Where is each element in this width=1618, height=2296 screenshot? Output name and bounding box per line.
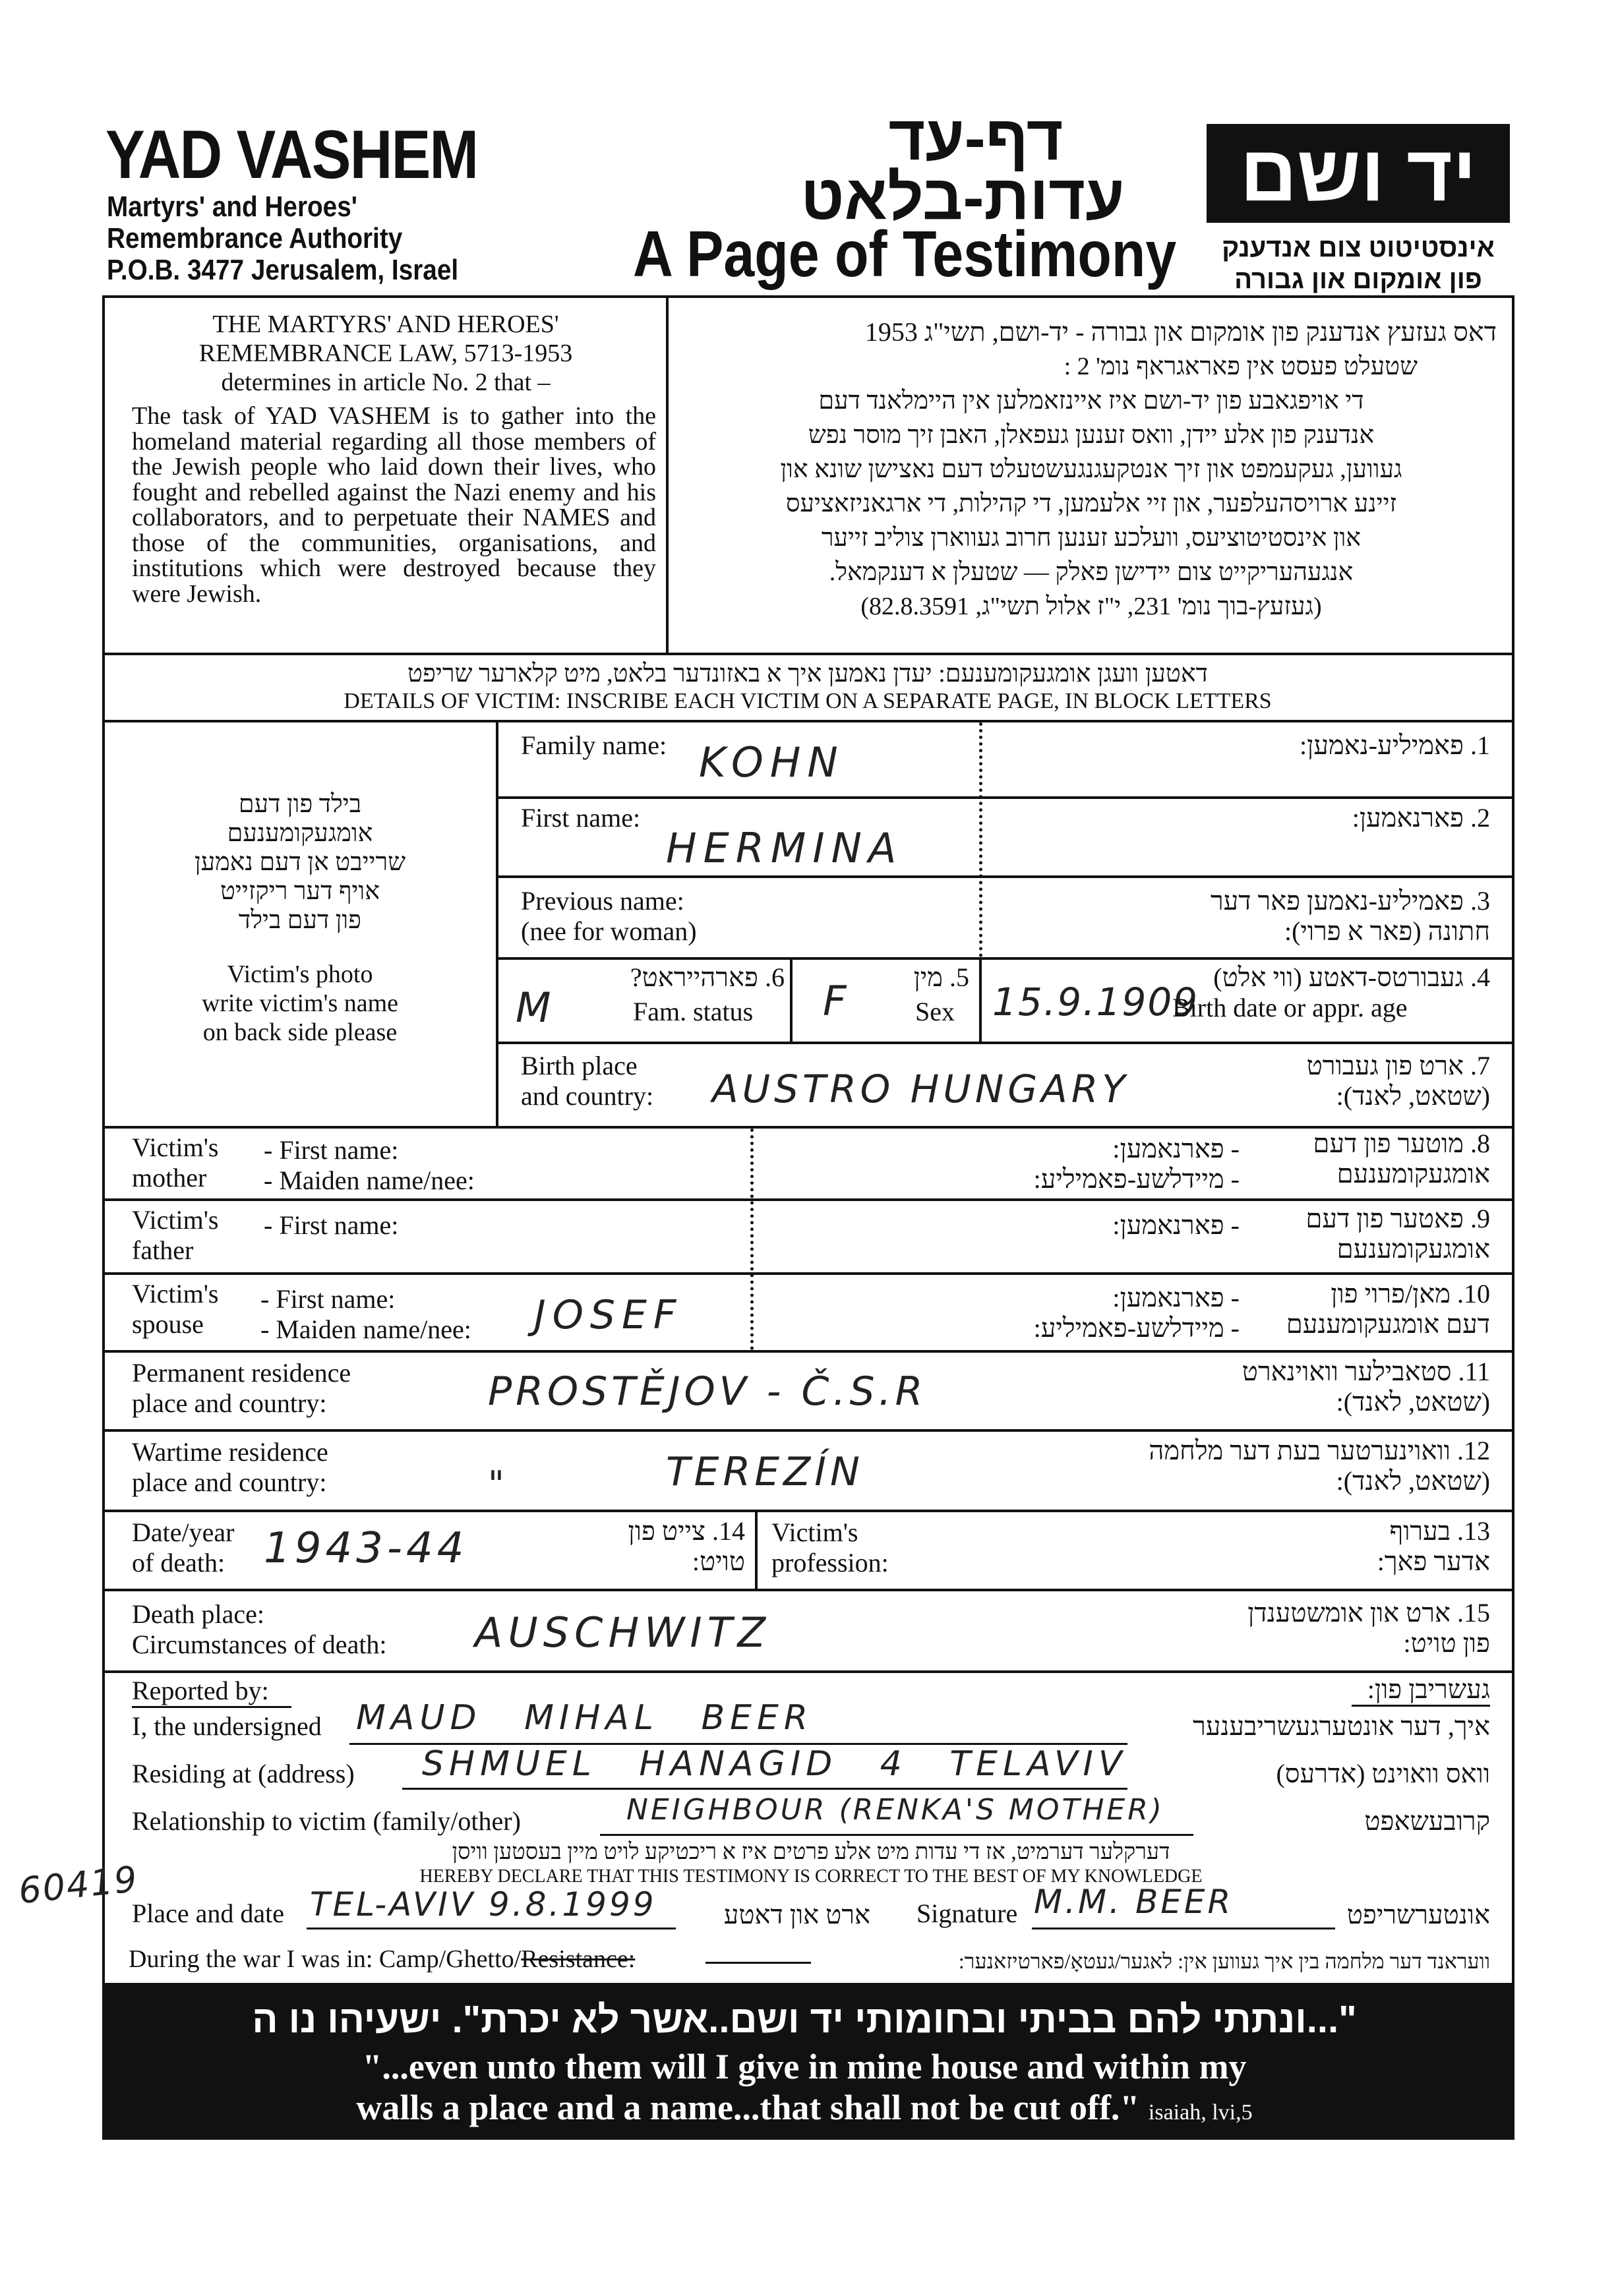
death-place-he-1: 15. ארט און אומשטענדן <box>1247 1598 1490 1628</box>
signature-label: Signature <box>916 1899 1018 1928</box>
underline <box>402 1788 1127 1790</box>
father-he-1: 9. פאטער פון דעם <box>1305 1204 1490 1233</box>
mother-label-2: mother <box>132 1163 207 1192</box>
permanent-residence-label <box>132 1358 351 1419</box>
place-date-label: Place and date <box>132 1899 284 1928</box>
fam-status-value[interactable]: M <box>516 984 551 1032</box>
divider <box>102 1198 1514 1201</box>
date-of-death-value[interactable]: 1943-44 <box>264 1524 468 1573</box>
profession-label-2: profession: <box>771 1548 889 1577</box>
previous-name-label <box>521 886 697 947</box>
undersigned-label: I, the undersigned <box>132 1711 322 1741</box>
underline <box>1352 1705 1490 1707</box>
birth-date-label: Birth date or appr. age <box>1172 993 1408 1022</box>
divider <box>102 1350 1514 1353</box>
death-date-label-2: of death: <box>132 1548 225 1577</box>
spouse-label-1: Victim's <box>132 1279 219 1309</box>
residing-hebrew: וואס וואוינט (אדרעס) <box>1276 1759 1490 1788</box>
org-line: Remembrance Authority <box>107 222 403 254</box>
wartime-residence-hebrew <box>1015 1436 1490 1496</box>
residing-label: Residing at (address) <box>132 1759 355 1788</box>
death-place-hebrew <box>1081 1598 1490 1659</box>
divider <box>790 957 793 1042</box>
mother-he-sub <box>765 1134 1240 1194</box>
law-he-line: געווען, געקעמפט און זיך אנטקעגנגעשטעלט דעם נאצישן שונא און <box>780 456 1402 483</box>
perm-res-label-1: Permanent residence <box>132 1358 351 1388</box>
photo-english <box>112 960 488 1047</box>
photo-en-line: Victim's photo <box>227 960 373 988</box>
father-hebrew <box>1240 1204 1490 1264</box>
details-header-hebrew: דאטען וועגן אומגעקומענעם: יעדן נאמען איך א באזונדער בלאט, מיט קלארער שריפט <box>407 660 1208 688</box>
footer-hebrew: "...ונתתי להם בביתי ובחומותי יד ושם..אשר לא יכרת". ישעיהו נו ה <box>252 1998 1357 2041</box>
father-label <box>132 1205 218 1266</box>
mother-he-2: אומגעקומענעם <box>1336 1159 1490 1189</box>
fam-status-hebrew: 6. פארהייראט? <box>630 962 785 992</box>
war-res-label-2: place and country: <box>132 1467 327 1497</box>
death-date-label-1: Date/year <box>132 1517 235 1547</box>
mother-hebrew <box>1240 1129 1490 1189</box>
undersigned-hebrew: איך, דער אונטערגעשריבענער <box>1193 1711 1490 1741</box>
wartime-residence-value[interactable]: TEREZÍN <box>666 1449 864 1495</box>
fam-status-label: Fam. status <box>633 997 754 1026</box>
details-header-english: DETAILS OF VICTIM: INSCRIBE EACH VICTIM ON A SEPARATE PAGE, IN BLOCK LETTERS <box>344 689 1272 713</box>
law-hebrew <box>686 315 1497 624</box>
previous-name-he-2: חתונה (פאר א פרוי): <box>1284 916 1490 946</box>
divider <box>102 1589 1514 1591</box>
org-line: Martyrs' and Heroes' <box>107 191 357 223</box>
profession-label <box>771 1517 889 1578</box>
first-name-value[interactable]: HERMINA <box>666 824 903 872</box>
underline <box>307 1928 676 1929</box>
birth-date-value[interactable]: 15.9.1909 <box>992 980 1199 1024</box>
previous-name-label-1: Previous name: <box>521 886 684 916</box>
first-name-label: First name: <box>521 803 641 833</box>
dotted-divider <box>750 1129 754 1350</box>
permanent-residence-hebrew <box>1081 1357 1490 1417</box>
org-line: P.O.B. 3477 Jerusalem, Israel <box>107 254 459 286</box>
law-title-line: THE MARTYRS' AND HEROES' <box>212 310 559 338</box>
father-label-1: Victim's <box>132 1205 219 1235</box>
family-name-hebrew: 1. פאמיליע-נאמען: <box>1300 730 1490 760</box>
death-place-he-2: פון טויט: <box>1403 1628 1490 1658</box>
perm-res-he-1: 11. סטאבילער וואוינארט <box>1242 1357 1490 1386</box>
law-he-line: שטעלט פעסט אין פאראגראף נומ' 2 : <box>1064 353 1418 380</box>
underline <box>600 1834 1193 1836</box>
institute-line: אינסטיטוט צום אנדענק <box>1222 233 1495 262</box>
institute-hebrew <box>1207 232 1510 295</box>
war-res-he-2: (שטאט, לאנד): <box>1336 1466 1490 1496</box>
title-english: A Page of Testimony <box>633 218 1177 290</box>
spouse-label <box>132 1279 218 1339</box>
signature-hebrew: אונטערשריפט <box>1346 1900 1490 1929</box>
org-name: YAD VASHEM <box>105 117 478 193</box>
footer-reference: isaiah, lvi,5 <box>1148 2100 1253 2125</box>
previous-name-label-2: (nee for woman) <box>521 916 697 946</box>
photo-en-line: on back side please <box>202 1018 398 1046</box>
spouse-sub <box>260 1284 471 1345</box>
spouse-first-name-label: - First name: <box>260 1284 396 1314</box>
mother-first-name-label: - First name: <box>264 1135 399 1165</box>
dotted-divider <box>979 722 982 957</box>
photo-en-line: write victim's name <box>201 989 399 1017</box>
war-location-strike: Resistance: <box>521 1945 636 1973</box>
perm-res-label-2: place and country: <box>132 1388 327 1418</box>
death-place-label-2: Circumstances of death: <box>132 1630 387 1659</box>
death-date-he-1: 14. צייט פון <box>628 1516 745 1546</box>
logo-yad-vashem: יד ושם <box>1207 124 1510 223</box>
law-he-line: אנדענק פון אלע יידן, וואס זענען געפאלן, האבן זיך מוסר נפש <box>808 421 1375 449</box>
father-he-2: אומגעקומענעם <box>1336 1234 1490 1264</box>
wartime-residence-label <box>132 1437 328 1498</box>
law-he-line: זיינע ארויסהעלפער, און זיי אלעמען, די קהילות, די ארגאניזאציעס <box>785 490 1397 517</box>
reported-by-label: Reported by: <box>132 1676 269 1705</box>
law-body: The task of YAD VASHEM is to gather into the homeland material regarding all those members of the Jewish people who laid down their lives, who fought and rebelled against the Nazi enemy and his collaborators, and to perpetuate their NAMES and those of the communities, organisations, and institutions which were destroyed because they were Jewish. <box>132 402 656 608</box>
divider <box>102 653 1514 655</box>
death-date-he-2: טויט: <box>692 1546 745 1576</box>
birth-place-label-2: and country: <box>521 1081 654 1111</box>
title-hebrew-2: עדות-בלאט <box>800 162 1125 233</box>
address-value[interactable]: SHMUEL HANAGID 4 TELAVIV <box>422 1744 1127 1784</box>
spouse-he-1: 10. מאן/פרוי פון <box>1331 1279 1490 1309</box>
spouse-value[interactable]: JOSEF <box>534 1292 683 1338</box>
death-place-value[interactable]: AUSCHWITZ <box>475 1608 771 1657</box>
underline <box>705 1962 811 1964</box>
place-date-value[interactable]: TEL-AVIV 9.8.1999 <box>310 1885 657 1924</box>
war-location-english <box>129 1945 635 1974</box>
family-name-value[interactable]: KOHN <box>699 738 845 786</box>
spouse-he-first: - פארנאמען: <box>1112 1283 1240 1312</box>
mother-he-1: 8. מוטער פון דעם <box>1313 1129 1490 1158</box>
law-he-line: דאס געזעץ אנדענק פון אומקום און גבורה - יד-ושם, תשי"ג 1953 <box>864 317 1497 347</box>
divider <box>102 1510 1514 1512</box>
birth-place-he-2: (שטאט, לאנד): <box>1336 1081 1490 1111</box>
footer-english-1: "...even unto them will I give in mine house and within my <box>362 2047 1247 2086</box>
war-location-text: During the war I was in: Camp/Ghetto/ <box>129 1945 522 1973</box>
mother-he-maiden: - מיידלשע-פאמיליע: <box>1033 1164 1240 1194</box>
divider <box>102 1429 1514 1432</box>
place-date-hebrew: ארט און דאטע <box>723 1900 870 1929</box>
signature-value[interactable]: M.M. BEER <box>1034 1883 1234 1921</box>
divider <box>102 720 1514 722</box>
divider <box>102 1272 1514 1275</box>
birth-place-value[interactable]: AUSTRO HUNGARY <box>712 1067 1129 1111</box>
declare-english: HEREBY DECLARE THAT THIS TESTIMONY IS CORRECT TO THE BEST OF MY KNOWLEDGE <box>419 1866 1203 1887</box>
divider <box>666 295 669 654</box>
divider <box>496 796 1514 799</box>
sex-hebrew: 5. מין <box>913 962 969 992</box>
relationship-value[interactable]: NEIGHBOUR (RENKA'S MOTHER) <box>626 1793 1164 1827</box>
divider <box>102 1670 1514 1673</box>
birth-place-label-1: Birth place <box>521 1051 638 1080</box>
war-res-he-1: 12. וואוינערטער בעת דער מלחמה <box>1149 1436 1490 1465</box>
underline <box>1032 1928 1335 1929</box>
family-name-label: Family name: <box>521 730 667 760</box>
death-place-label-1: Death place: <box>132 1599 264 1629</box>
first-name-hebrew: 2. פארנאמען: <box>1352 803 1490 833</box>
father-label-2: father <box>132 1235 194 1265</box>
photo-he-line: שרייבט אן דעם נאמען <box>194 848 406 876</box>
reporter-name-value[interactable]: MAUD MIHAL BEER <box>356 1698 813 1738</box>
mother-maiden-name-label: - Maiden name/nee: <box>264 1165 475 1195</box>
underline <box>132 1706 291 1708</box>
death-place-label <box>132 1599 387 1660</box>
declare-hebrew: דערקלער דערמיט, אז די עדות מיט אלע פרטים איז א ריכטיקע לויט מיין בעסטען וויסן <box>452 1840 1170 1864</box>
divider <box>755 1510 758 1589</box>
photo-he-line: פון דעם בילד <box>238 906 362 934</box>
footer-quote: walls a place and a name...that shall not be cut off." <box>356 2088 1140 2127</box>
sex-label: Sex <box>915 997 955 1026</box>
profession-hebrew <box>1187 1516 1490 1577</box>
mother-he-first: - פארנאמען: <box>1112 1134 1240 1163</box>
spouse-maiden-name-label: - Maiden name/nee: <box>260 1314 471 1344</box>
wartime-residence-ditto: " <box>488 1463 511 1505</box>
photo-he-line: אויף דער ריקזייט <box>220 877 380 905</box>
permanent-residence-value[interactable]: PROSTĚJOV - Č.S.R <box>488 1369 927 1415</box>
law-he-line: אנגעהעריקייט צום יידישן פאלק — שטעלן א דענקמאל. <box>829 558 1354 586</box>
spouse-hebrew <box>1240 1279 1490 1339</box>
footer-english-2 <box>112 2087 1497 2133</box>
date-of-death-hebrew <box>527 1516 745 1577</box>
photo-hebrew <box>112 790 488 935</box>
spouse-he-sub <box>765 1283 1240 1343</box>
law-title-line: REMEMBRANCE LAW, 5713-1953 <box>198 339 573 367</box>
date-of-death-label <box>132 1517 234 1578</box>
war-res-label-1: Wartime residence <box>132 1437 328 1467</box>
father-he-first: - פארנאמען: <box>1112 1210 1240 1240</box>
divider <box>496 957 1514 960</box>
father-first-name-label: - First name: <box>264 1210 399 1240</box>
profession-he-1: 13. בערוף <box>1389 1516 1490 1546</box>
law-he-line: (געזעץ-בוך נומ' 231, י"ז אלול תשי"ג, 82.8.3591) <box>860 593 1322 620</box>
divider <box>979 957 982 1042</box>
spouse-he-maiden: - מיידלשע-פאמיליע: <box>1033 1313 1240 1343</box>
org-address <box>107 191 458 286</box>
mother-label <box>132 1133 218 1193</box>
previous-name-hebrew <box>989 886 1490 947</box>
photo-he-line: בילד פון דעם <box>238 790 362 818</box>
law-title-line: determines in article No. 2 that – <box>221 368 551 396</box>
relationship-hebrew: קרובעשאפט <box>1364 1806 1490 1836</box>
photo-he-line: אומגעקומענעם <box>227 819 373 847</box>
perm-res-he-2: (שטאט, לאנד): <box>1336 1387 1490 1417</box>
law-he-line: די אויפגאבע פון יד-ושם איז איינזאמלען אין היימלאנד דעם <box>818 387 1364 415</box>
spouse-he-2: דעם אומגעקומענעם <box>1286 1309 1490 1339</box>
profession-label-1: Victim's <box>771 1517 858 1547</box>
law-he-line: און אינסטיטוציעס, וועלכע זענען חרוב געווארן צוליב זייער <box>821 524 1362 552</box>
title-hebrew-1: דף-עד <box>888 103 1064 173</box>
birth-place-hebrew <box>1121 1051 1490 1111</box>
reported-by-hebrew: געשריבן פון: <box>1367 1674 1490 1704</box>
birth-place-label <box>521 1051 653 1111</box>
birth-date-hebrew: 4. געבורטס-דאטע (ווי אלט) <box>1213 962 1490 992</box>
margin-number: 60419 <box>16 1858 140 1912</box>
war-location-hebrew: וועראנד דער מלחמה בין איך געווען אין: לאגער/געטאָ/פארטיזאנער: <box>958 1949 1490 1973</box>
law-title <box>112 310 659 397</box>
mother-label-1: Victim's <box>132 1133 219 1162</box>
divider <box>496 875 1514 878</box>
previous-name-he-1: 3. פאמיליע-נאמען פאר דער <box>1210 886 1490 916</box>
divider <box>496 1042 1514 1044</box>
relationship-label: Relationship to victim (family/other) <box>132 1806 521 1836</box>
spouse-label-2: spouse <box>132 1309 204 1339</box>
divider <box>496 720 498 1127</box>
sex-value[interactable]: F <box>823 977 847 1025</box>
profession-he-2: אדער פאך: <box>1377 1546 1490 1576</box>
mother-sub <box>264 1135 475 1196</box>
birth-place-he-1: 7. ארט פון געבורט <box>1306 1051 1490 1080</box>
institute-line: פון אומקום און גבורה <box>1234 265 1482 294</box>
